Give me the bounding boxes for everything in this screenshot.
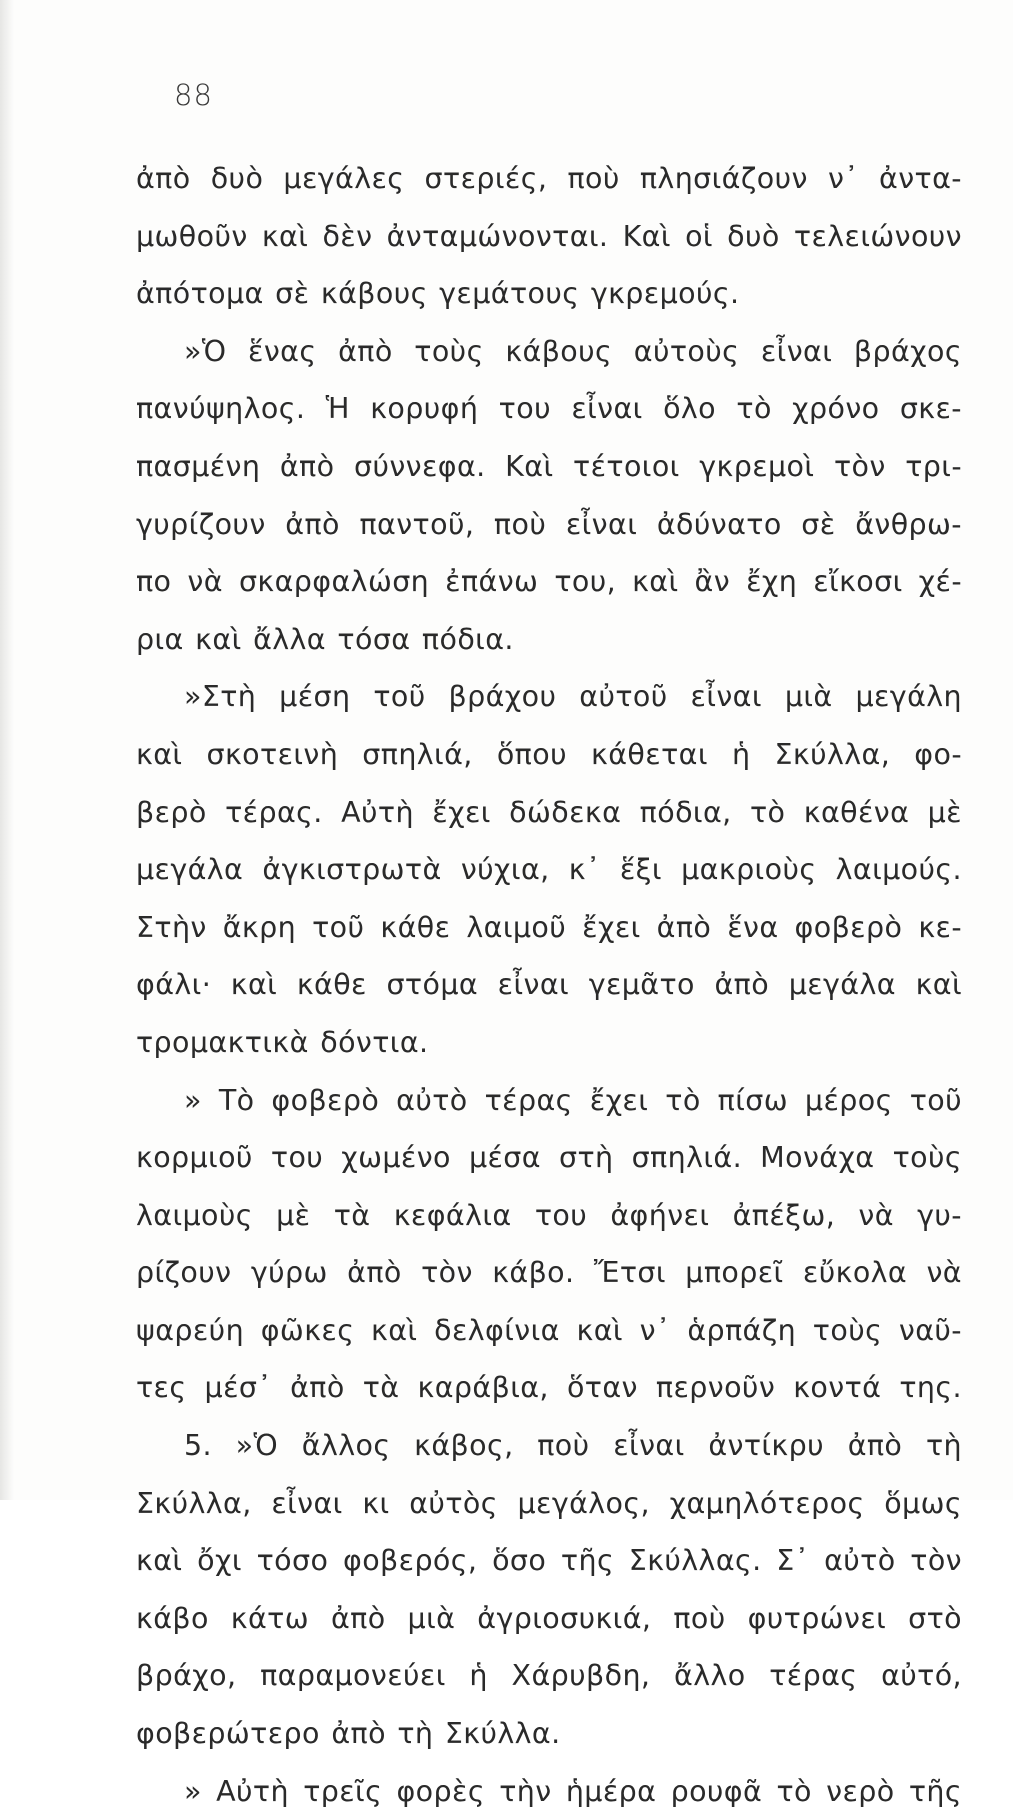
body-text <box>136 150 962 1820</box>
text-line: ρια καὶ ἄλλα τόσα πόδια. <box>136 622 514 656</box>
text-line: μεγάλα ἀγκιστρωτὰ νύχια, κ᾿ ἕξι μακριοὺς λαιμούς. <box>136 853 962 887</box>
text-line: 5. »Ὁ ἄλλος κάβος, ποὺ εἶναι ἀντίκρυ ἀπὸ τὴ <box>184 1429 962 1463</box>
text-line: ρίζουν γύρω ἀπὸ τὸν κάβο. Ἔτσι μπορεῖ εὔκολα νὰ <box>136 1256 962 1290</box>
text-line: Στὴν ἄκρη τοῦ κάθε λαιμοῦ ἔχει ἀπὸ ἕνα φοβερὸ κε- <box>136 910 962 944</box>
text-line: καὶ σκοτεινὴ σπηλιά, ὅπου κάθεται ἡ Σκύλλα, φο- <box>136 737 962 771</box>
text-line: λαιμοὺς μὲ τὰ κεφάλια του ἀφήνει ἀπέξω, νὰ γυ- <box>136 1198 962 1232</box>
text-line: γυρίζουν ἀπὸ παντοῦ, ποὺ εἶναι ἀδύνατο σὲ ἄνθρω- <box>136 507 962 541</box>
text-line: τες μέσ᾿ ἀπὸ τὰ καράβια, ὅταν περνοῦν κοντά της. <box>136 1371 962 1405</box>
page-edge-shadow <box>0 0 14 1500</box>
text-line: πανύψηλος. Ἡ κορυφή του εἶναι ὅλο τὸ χρόνο σκε- <box>136 392 962 426</box>
text-line: τρομακτικὰ δόντια. <box>136 1025 429 1059</box>
text-line: φάλι· καὶ κάθε στόμα εἶναι γεμᾶτο ἀπὸ μεγάλα καὶ <box>136 968 962 1002</box>
text-line: κορμιοῦ του χωμένο μέσα στὴ σπηλιά. Μονάχα τοὺς <box>136 1141 962 1175</box>
text-line: »Ὁ ἕνας ἀπὸ τοὺς κάβους αὐτοὺς εἶναι βράχος <box>184 334 962 368</box>
text-line: » Αὐτὴ τρεῖς φορὲς τὴν ἡμέρα ρουφᾶ τὸ νερὸ τῆς <box>184 1774 962 1808</box>
text-line: Σκύλλα, εἶναι κι αὐτὸς μεγάλος, χαμηλότερος ὅμως <box>136 1486 962 1520</box>
text-line: φοβερώτερο ἀπὸ τὴ Σκύλλα. <box>136 1717 561 1751</box>
text-line: ἀπὸ δυὸ μεγάλες στεριές, ποὺ πλησιάζουν ν᾿ ἀντα- <box>136 162 962 195</box>
text-line: πασμένη ἀπὸ σύννεφα. Καὶ τέτοιοι γκρεμοὶ τὸν τρι- <box>136 449 962 483</box>
text-line: » Τὸ φοβερὸ αὐτὸ τέρας ἔχει τὸ πίσω μέρος τοῦ <box>184 1083 962 1117</box>
text-line: βερὸ τέρας. Αὐτὴ ἔχει δώδεκα πόδια, τὸ καθένα μὲ <box>136 795 962 829</box>
text-line: βράχο, παραμονεύει ἡ Χάρυβδη, ἄλλο τέρας αὐτό, <box>136 1659 962 1693</box>
text-line: πο νὰ σκαρφαλώση ἐπάνω του, καὶ ἂν ἔχη εἴκοσι χέ- <box>136 565 962 599</box>
text-line: ψαρεύη φῶκες καὶ δελφίνια καὶ ν᾿ ἁρπάζη τοὺς ναῦ- <box>136 1313 962 1347</box>
text-line: καὶ ὄχι τόσο φοβερός, ὅσο τῆς Σκύλλας. Σ᾿ αὐτὸ τὸν <box>136 1544 962 1578</box>
text-line: ἀπότομα σὲ κάβους γεμάτους γκρεμούς. <box>136 277 740 311</box>
text-line: »Στὴ μέση τοῦ βράχου αὐτοῦ εἶναι μιὰ μεγάλη <box>184 680 962 714</box>
page-number: 88 <box>174 78 213 112</box>
text-line: μωθοῦν καὶ δὲν ἀνταμώνονται. Καὶ οἱ δυὸ τελειώνουν <box>136 219 962 253</box>
text-line: κάβο κάτω ἀπὸ μιὰ ἀγριοσυκιά, ποὺ φυτρώνει στὸ <box>136 1601 962 1635</box>
